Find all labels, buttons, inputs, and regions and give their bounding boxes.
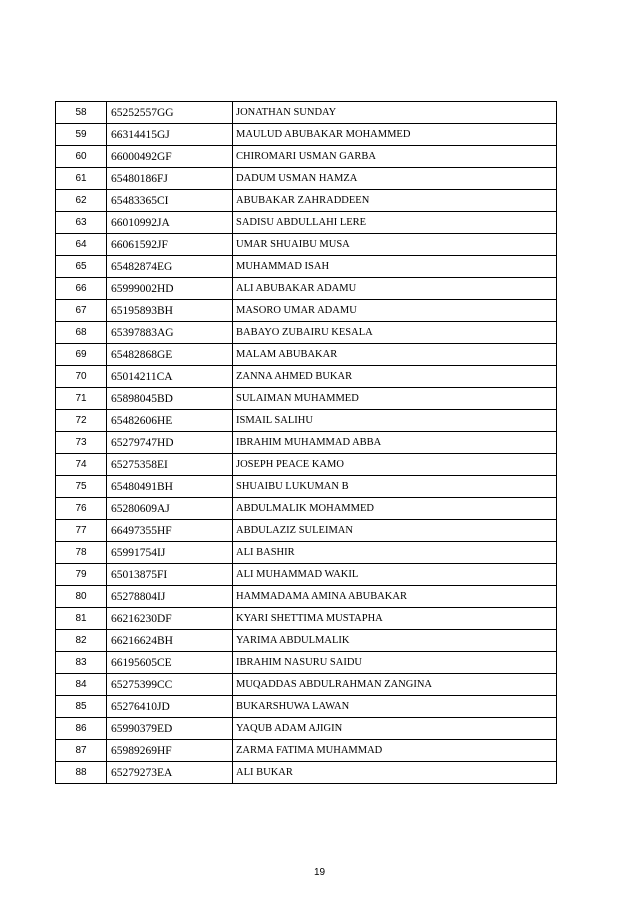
candidate-name-cell: SHUAIBU LUKUMAN B <box>233 476 557 498</box>
registration-id-cell: 65990379ED <box>107 718 233 740</box>
registration-id-cell: 65275358EI <box>107 454 233 476</box>
serial-number-cell: 60 <box>56 146 107 168</box>
table-row <box>56 190 557 212</box>
table-row <box>56 124 557 146</box>
candidate-name-cell: ALI BUKAR <box>233 762 557 784</box>
serial-number-cell: 62 <box>56 190 107 212</box>
table-row <box>56 762 557 784</box>
registration-id-cell: 65898045BD <box>107 388 233 410</box>
candidate-name-cell: MUHAMMAD ISAH <box>233 256 557 278</box>
serial-number-cell: 79 <box>56 564 107 586</box>
serial-number-cell: 80 <box>56 586 107 608</box>
candidate-name-cell: KYARI SHETTIMA MUSTAPHA <box>233 608 557 630</box>
serial-number-cell: 86 <box>56 718 107 740</box>
registration-id-cell: 65280609AJ <box>107 498 233 520</box>
serial-number-cell: 58 <box>56 102 107 124</box>
candidate-name-cell: MAULUD ABUBAKAR MOHAMMED <box>233 124 557 146</box>
serial-number-cell: 66 <box>56 278 107 300</box>
registration-id-cell: 66216624BH <box>107 630 233 652</box>
table-row <box>56 234 557 256</box>
candidate-name-cell: BUKARSHUWA LAWAN <box>233 696 557 718</box>
candidate-name-cell: ISMAIL SALIHU <box>233 410 557 432</box>
table-row <box>56 278 557 300</box>
registration-id-cell: 66061592JF <box>107 234 233 256</box>
candidate-name-cell: ZANNA AHMED BUKAR <box>233 366 557 388</box>
registration-id-cell: 65480186FJ <box>107 168 233 190</box>
table-row <box>56 542 557 564</box>
registration-id-cell: 65252557GG <box>107 102 233 124</box>
table-row <box>56 410 557 432</box>
candidate-name-cell: JOSEPH PEACE KAMO <box>233 454 557 476</box>
registration-id-cell: 65279273EA <box>107 762 233 784</box>
serial-number-cell: 81 <box>56 608 107 630</box>
registration-id-cell: 65397883AG <box>107 322 233 344</box>
candidate-name-cell: ALI ABUBAKAR ADAMU <box>233 278 557 300</box>
candidate-name-cell: ALI BASHIR <box>233 542 557 564</box>
candidate-name-cell: MASORO UMAR ADAMU <box>233 300 557 322</box>
serial-number-cell: 85 <box>56 696 107 718</box>
registration-id-cell: 65999002HD <box>107 278 233 300</box>
serial-number-cell: 63 <box>56 212 107 234</box>
registration-id-cell: 65989269HF <box>107 740 233 762</box>
table-row <box>56 630 557 652</box>
serial-number-cell: 68 <box>56 322 107 344</box>
table-row <box>56 344 557 366</box>
table-row <box>56 674 557 696</box>
registration-id-cell: 66497355HF <box>107 520 233 542</box>
table-row <box>56 366 557 388</box>
registration-id-cell: 66010992JA <box>107 212 233 234</box>
serial-number-cell: 82 <box>56 630 107 652</box>
candidate-name-cell: YARIMA ABDULMALIK <box>233 630 557 652</box>
serial-number-cell: 72 <box>56 410 107 432</box>
candidate-name-cell: ALI MUHAMMAD WAKIL <box>233 564 557 586</box>
serial-number-cell: 61 <box>56 168 107 190</box>
serial-number-cell: 87 <box>56 740 107 762</box>
table-row <box>56 586 557 608</box>
registration-id-cell: 66314415GJ <box>107 124 233 146</box>
table-row <box>56 498 557 520</box>
serial-number-cell: 83 <box>56 652 107 674</box>
candidate-name-cell: ABUBAKAR ZAHRADDEEN <box>233 190 557 212</box>
candidate-name-cell: HAMMADAMA AMINA ABUBAKAR <box>233 586 557 608</box>
table-row <box>56 300 557 322</box>
candidate-name-cell: YAQUB ADAM AJIGIN <box>233 718 557 740</box>
table-row <box>56 432 557 454</box>
candidate-name-cell: ZARMA FATIMA MUHAMMAD <box>233 740 557 762</box>
table-row <box>56 718 557 740</box>
table-row <box>56 256 557 278</box>
registration-id-cell: 65278804IJ <box>107 586 233 608</box>
registration-id-cell: 65483365CI <box>107 190 233 212</box>
serial-number-cell: 73 <box>56 432 107 454</box>
table-row <box>56 388 557 410</box>
serial-number-cell: 69 <box>56 344 107 366</box>
registration-id-cell: 65482874EG <box>107 256 233 278</box>
registration-id-cell: 65276410JD <box>107 696 233 718</box>
candidate-name-cell: ABDULAZIZ SULEIMAN <box>233 520 557 542</box>
serial-number-cell: 78 <box>56 542 107 564</box>
candidate-name-cell: CHIROMARI USMAN GARBA <box>233 146 557 168</box>
table-row <box>56 608 557 630</box>
registration-id-cell: 66000492GF <box>107 146 233 168</box>
table-row <box>56 564 557 586</box>
table-row <box>56 696 557 718</box>
candidate-name-cell: IBRAHIM NASURU SAIDU <box>233 652 557 674</box>
registration-id-cell: 65279747HD <box>107 432 233 454</box>
table-row <box>56 476 557 498</box>
registration-id-cell: 65480491BH <box>107 476 233 498</box>
serial-number-cell: 67 <box>56 300 107 322</box>
serial-number-cell: 76 <box>56 498 107 520</box>
table-row <box>56 652 557 674</box>
candidate-name-cell: MUQADDAS ABDULRAHMAN ZANGINA <box>233 674 557 696</box>
serial-number-cell: 77 <box>56 520 107 542</box>
table-row <box>56 322 557 344</box>
registration-id-cell: 65482868GE <box>107 344 233 366</box>
candidate-name-cell: JONATHAN SUNDAY <box>233 102 557 124</box>
serial-number-cell: 71 <box>56 388 107 410</box>
registration-id-cell: 65013875FI <box>107 564 233 586</box>
candidate-name-cell: BABAYO ZUBAIRU KESALA <box>233 322 557 344</box>
table-row <box>56 102 557 124</box>
candidate-name-cell: SULAIMAN MUHAMMED <box>233 388 557 410</box>
roster-table-body <box>56 102 557 784</box>
serial-number-cell: 59 <box>56 124 107 146</box>
registration-id-cell: 65991754IJ <box>107 542 233 564</box>
candidate-name-cell: DADUM USMAN HAMZA <box>233 168 557 190</box>
serial-number-cell: 75 <box>56 476 107 498</box>
candidate-name-cell: IBRAHIM MUHAMMAD ABBA <box>233 432 557 454</box>
candidate-name-cell: SADISU ABDULLAHI LERE <box>233 212 557 234</box>
registration-id-cell: 66216230DF <box>107 608 233 630</box>
table-row <box>56 146 557 168</box>
serial-number-cell: 74 <box>56 454 107 476</box>
serial-number-cell: 70 <box>56 366 107 388</box>
table-row <box>56 212 557 234</box>
registration-id-cell: 66195605CE <box>107 652 233 674</box>
candidate-name-cell: UMAR SHUAIBU MUSA <box>233 234 557 256</box>
candidate-name-cell: MALAM ABUBAKAR <box>233 344 557 366</box>
serial-number-cell: 88 <box>56 762 107 784</box>
serial-number-cell: 84 <box>56 674 107 696</box>
table-row <box>56 520 557 542</box>
serial-number-cell: 64 <box>56 234 107 256</box>
registration-id-cell: 65195893BH <box>107 300 233 322</box>
candidate-name-cell: ABDULMALIK MOHAMMED <box>233 498 557 520</box>
roster-table <box>55 101 557 784</box>
registration-id-cell: 65275399CC <box>107 674 233 696</box>
table-row <box>56 740 557 762</box>
table-row <box>56 168 557 190</box>
table-row <box>56 454 557 476</box>
page-number: 19 <box>313 867 326 878</box>
registration-id-cell: 65014211CA <box>107 366 233 388</box>
serial-number-cell: 65 <box>56 256 107 278</box>
registration-id-cell: 65482606HE <box>107 410 233 432</box>
